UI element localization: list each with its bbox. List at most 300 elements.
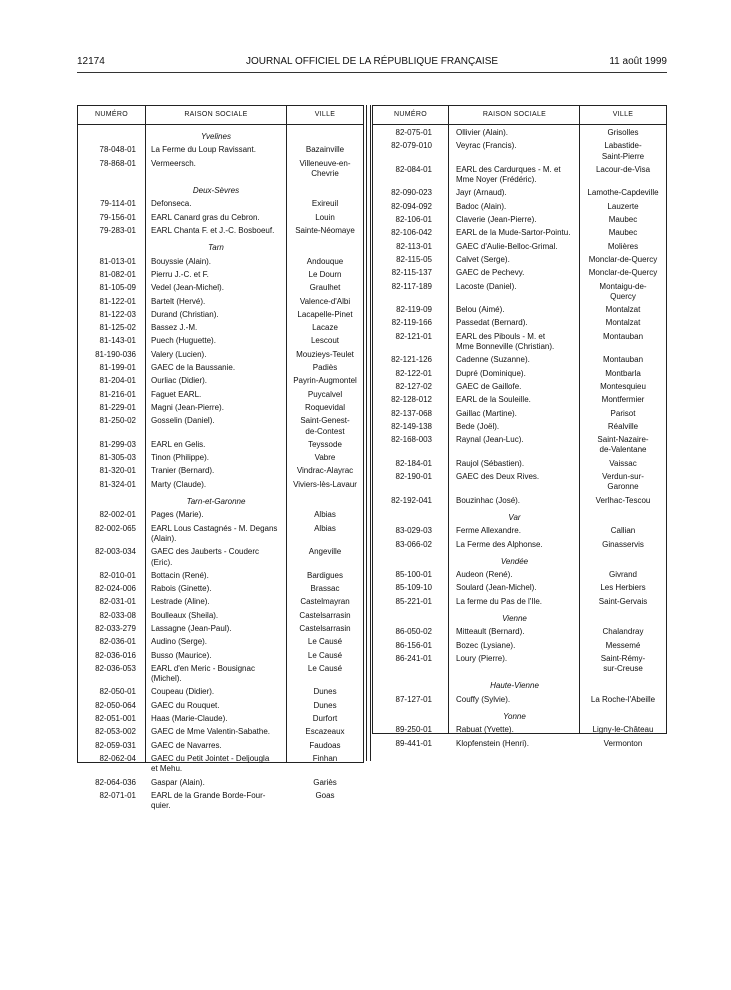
table-row xyxy=(373,268,666,278)
row-ville: Montesquieu xyxy=(600,381,646,391)
table-row xyxy=(373,695,666,705)
row-raison-sociale-cont: (Eric). xyxy=(151,557,173,567)
table-row xyxy=(78,310,363,320)
row-numero: 82-036-053 xyxy=(95,663,136,673)
row-ville: Sainte-Néomaye xyxy=(295,226,355,236)
row-raison-sociale: Gosselin (Daniel). xyxy=(151,416,215,426)
section-heading: Yvelines xyxy=(201,132,231,141)
row-ville: Ligny-le-Château xyxy=(592,725,654,735)
row-ville: Verlhac-Tescou xyxy=(595,495,651,505)
row-ville: Saint-Gervais xyxy=(598,596,648,606)
row-ville: Maubec xyxy=(608,228,638,238)
row-ville: Parisot xyxy=(610,408,636,418)
row-ville: Escazeaux xyxy=(305,727,345,737)
row-numero: 78-048-01 xyxy=(99,145,136,155)
row-numero: 81-204-01 xyxy=(99,376,136,386)
row-raison-sociale-cont: (Alain). xyxy=(151,533,177,543)
table-row xyxy=(373,305,666,315)
row-ville: Molières xyxy=(607,241,639,251)
row-raison-sociale: Tinon (Philippe). xyxy=(151,453,209,463)
table-row xyxy=(373,318,666,328)
table-row xyxy=(78,453,363,463)
row-numero: 82-106-042 xyxy=(391,228,432,238)
row-numero: 81-143-01 xyxy=(99,336,136,346)
row-ville: Castelsarrasin xyxy=(299,610,351,620)
row-numero: 87-127-01 xyxy=(395,694,432,704)
row-numero: 82-033-279 xyxy=(95,623,136,633)
row-ville: Saint-Nazaire- xyxy=(597,435,649,445)
table-row xyxy=(373,165,666,186)
row-raison-sociale: Vermeersch. xyxy=(151,158,196,168)
row-raison-sociale: Jayr (Arnaud). xyxy=(456,188,507,198)
row-raison-sociale: Klopfenstein (Henri). xyxy=(456,738,529,748)
table-row xyxy=(78,754,363,775)
row-numero: 82-002-065 xyxy=(95,523,136,533)
row-numero: 81-122-03 xyxy=(99,309,136,319)
row-raison-sociale: Claverie (Jean-Pierre). xyxy=(456,215,537,225)
row-ville-cont: Chevrie xyxy=(311,168,339,178)
left-rows xyxy=(78,128,363,814)
row-ville: Vabre xyxy=(314,453,336,463)
table-row xyxy=(78,727,363,737)
row-ville: Chalandray xyxy=(602,627,644,637)
row-raison-sociale-cont: Mme Noyer (Frédéric). xyxy=(456,175,537,185)
row-raison-sociale: GAEC de Pechevy. xyxy=(456,268,525,278)
row-numero: 82-090-023 xyxy=(391,188,432,198)
row-numero: 81-190-036 xyxy=(95,349,136,359)
row-ville: Mouzieys-Teulet xyxy=(296,349,354,359)
row-raison-sociale: EARL de la Mude-Sartor-Pointu. xyxy=(456,228,571,238)
page-header xyxy=(77,56,667,70)
row-numero: 82-122-01 xyxy=(395,368,432,378)
row-numero: 82-059-031 xyxy=(95,740,136,750)
table-row xyxy=(78,584,363,594)
row-raison-sociale: Lassagne (Jean-Paul). xyxy=(151,623,232,633)
row-numero: 82-053-002 xyxy=(95,727,136,737)
table-row xyxy=(373,282,666,303)
row-numero: 81-216-01 xyxy=(99,389,136,399)
row-ville: Villeneuve-en- xyxy=(299,158,351,168)
row-numero: 81-305-03 xyxy=(99,453,136,463)
table-row xyxy=(373,369,666,379)
row-ville: Les Herbiers xyxy=(600,583,646,593)
table-row xyxy=(78,791,363,812)
row-ville: Durfort xyxy=(312,714,338,724)
right-table xyxy=(372,105,667,748)
section-heading: Haute-Vienne xyxy=(490,681,539,691)
table-row xyxy=(78,778,363,788)
row-numero: 82-033-08 xyxy=(99,610,136,620)
row-numero: 82-079-010 xyxy=(391,141,432,151)
left-table-header xyxy=(78,106,363,125)
row-ville: Labastide- xyxy=(604,141,642,151)
table-row xyxy=(373,526,666,536)
table-row xyxy=(78,403,363,413)
row-ville: Le Causé xyxy=(307,637,343,647)
row-numero: 81-122-01 xyxy=(99,296,136,306)
row-raison-sociale: EARL Lous Castagnés - M. Degans xyxy=(151,523,278,533)
row-ville: Montauban xyxy=(602,355,644,365)
table-row xyxy=(78,466,363,476)
row-numero: 82-036-016 xyxy=(95,650,136,660)
row-raison-sociale: Bartelt (Hervé). xyxy=(151,296,206,306)
row-raison-sociale: Audeon (René). xyxy=(456,570,513,580)
row-numero: 81-299-03 xyxy=(99,439,136,449)
row-raison-sociale-cont: Mme Bonneville (Christian). xyxy=(456,342,555,352)
page-number: 12174 xyxy=(77,56,105,67)
row-ville: Dunes xyxy=(313,687,337,697)
row-ville-cont: de-Contest xyxy=(305,426,345,436)
row-raison-sociale: Vedel (Jean-Michel). xyxy=(151,283,224,293)
table-row xyxy=(78,297,363,307)
table-row xyxy=(373,641,666,651)
row-raison-sociale: Bouzinhac (José). xyxy=(456,495,521,505)
table-row xyxy=(78,597,363,607)
table-row xyxy=(78,145,363,155)
table-row xyxy=(373,459,666,469)
table-row xyxy=(373,255,666,265)
row-ville: Albias xyxy=(314,510,336,520)
row-raison-sociale: GAEC de Mme Valentin-Sabathe. xyxy=(151,727,271,737)
row-raison-sociale: Defonseca. xyxy=(151,199,192,209)
row-numero: 86-156-01 xyxy=(395,640,432,650)
table-row xyxy=(78,257,363,267)
row-raison-sociale: EARL Chanta F. et J.-C. Bosboeuf. xyxy=(151,226,275,236)
row-raison-sociale: Durand (Christian). xyxy=(151,309,219,319)
table-row xyxy=(373,395,666,405)
row-ville: Givrand xyxy=(608,570,637,580)
row-numero: 81-082-01 xyxy=(99,269,136,279)
row-ville: Vermonton xyxy=(603,738,643,748)
row-raison-sociale: EARL de la Grande Borde-Four- xyxy=(151,790,266,800)
row-raison-sociale: EARL de la Souleille. xyxy=(456,395,531,405)
table-row xyxy=(78,571,363,581)
table-row xyxy=(78,350,363,360)
row-numero: 82-119-09 xyxy=(396,305,432,315)
row-raison-sociale: Rabois (Ginette). xyxy=(151,584,212,594)
row-ville: Graulhet xyxy=(309,283,341,293)
row-raison-sociale: La Ferme du Loup Ravissant. xyxy=(151,145,256,155)
col-numero: NUMÉRO xyxy=(394,111,427,118)
row-numero: 82-113-01 xyxy=(396,241,432,251)
row-numero: 82-094-092 xyxy=(391,201,432,211)
table-row xyxy=(78,376,363,386)
row-ville: Messemé xyxy=(605,640,641,650)
row-raison-sociale: Pages (Marie). xyxy=(151,510,204,520)
row-numero: 81-229-01 xyxy=(99,402,136,412)
row-raison-sociale: Bottacin (René). xyxy=(151,570,209,580)
row-ville-cont: sur-Creuse xyxy=(603,664,643,674)
row-ville: Montfermier xyxy=(601,395,645,405)
row-ville-cont: Saint-Pierre xyxy=(601,151,645,161)
row-raison-sociale: La Ferme des Alphonse. xyxy=(456,539,543,549)
row-raison-sociale: La ferme du Pas de l'Ile. xyxy=(456,596,543,606)
row-raison-sociale: EARL des Pibouls - M. et xyxy=(456,331,546,341)
row-raison-sociale: GAEC de la Baussanie. xyxy=(151,363,236,373)
table-row xyxy=(78,701,363,711)
table-row xyxy=(78,510,363,520)
table-row xyxy=(78,226,363,236)
header-rule xyxy=(77,72,667,73)
table-row xyxy=(78,741,363,751)
section-heading: Deux-Sèvres xyxy=(192,186,240,196)
table-row xyxy=(78,390,363,400)
row-numero: 82-115-137 xyxy=(391,268,432,278)
row-ville: Castelmayran xyxy=(300,597,350,607)
row-numero: 81-199-01 xyxy=(99,363,136,373)
row-ville: Saint-Genest- xyxy=(300,416,350,426)
row-raison-sociale: GAEC de Navarres. xyxy=(151,740,222,750)
row-raison-sociale: Faguet EARL. xyxy=(151,389,202,399)
row-ville: Bazainville xyxy=(305,145,345,155)
row-raison-sociale: Ollivier (Alain). xyxy=(456,128,509,137)
table-row xyxy=(373,332,666,353)
row-numero: 82-121-126 xyxy=(391,355,432,365)
row-ville: Le Causé xyxy=(307,663,343,673)
row-raison-sociale: GAEC de Gaillofe. xyxy=(456,381,522,391)
row-numero: 82-071-01 xyxy=(99,790,136,800)
row-raison-sociale: Raujol (Sébastien). xyxy=(456,458,525,468)
table-row xyxy=(78,524,363,545)
row-raison-sociale: Cadenne (Suzanne). xyxy=(456,355,530,365)
col-raison-sociale: RAISON SOCIALE xyxy=(482,111,547,118)
row-ville: Ginasservis xyxy=(602,539,644,549)
table-row xyxy=(78,547,363,568)
row-numero: 81-105-09 xyxy=(99,283,136,293)
row-raison-sociale: Bassez J.-M. xyxy=(151,323,198,333)
row-ville: Albias xyxy=(314,523,336,533)
row-ville: Puycalvel xyxy=(307,389,343,399)
row-ville: Vindrac-Alayrac xyxy=(296,466,354,476)
table-row xyxy=(373,202,666,212)
row-raison-sociale: Soulard (Jean-Michel). xyxy=(456,583,537,593)
table-row xyxy=(373,422,666,432)
col-numero: NUMÉRO xyxy=(95,111,128,118)
row-numero: 81-013-01 xyxy=(99,256,136,266)
row-numero: 82-024-006 xyxy=(95,584,136,594)
table-row xyxy=(373,540,666,550)
right-rows xyxy=(373,128,666,752)
right-table-header xyxy=(373,106,666,125)
row-ville: Lescout xyxy=(310,336,340,346)
table-row xyxy=(78,611,363,621)
table-row xyxy=(78,440,363,450)
table-row xyxy=(78,416,363,437)
row-ville: Goas xyxy=(315,790,335,800)
row-numero: 81-250-02 xyxy=(99,416,136,426)
row-ville: Faudoas xyxy=(309,740,341,750)
row-numero: 89-250-01 xyxy=(395,725,432,735)
table-row xyxy=(78,651,363,661)
row-raison-sociale: Couffy (Sylvie). xyxy=(456,694,511,704)
row-ville: Montbarla xyxy=(605,368,641,378)
row-raison-sociale: GAEC du Rouquet. xyxy=(151,700,220,710)
section-heading: Vendée xyxy=(500,556,529,566)
table-row xyxy=(373,496,666,506)
row-numero: 79-283-01 xyxy=(99,226,136,236)
row-numero: 81-324-01 xyxy=(99,479,136,489)
row-ville: Valence-d'Albi xyxy=(299,296,351,306)
row-ville: Angeville xyxy=(308,547,342,557)
row-ville: Gariès xyxy=(313,777,337,787)
row-raison-sociale: Raynal (Jean-Luc). xyxy=(456,435,524,445)
row-ville: Verdun-sur- xyxy=(602,472,644,482)
row-numero: 82-050-064 xyxy=(95,700,136,710)
row-numero: 83-029-03 xyxy=(395,526,432,536)
row-ville-cont: Quercy xyxy=(610,291,636,301)
table-row xyxy=(78,687,363,697)
row-raison-sociale: EARL Canard gras du Cebron. xyxy=(151,212,260,222)
row-ville: Réalville xyxy=(607,421,639,431)
table-row xyxy=(373,627,666,637)
center-double-rule xyxy=(366,105,371,761)
row-raison-sociale: GAEC d'Aulie-Belloc-Grimal. xyxy=(456,241,558,251)
row-ville: Lauzerte xyxy=(607,201,639,211)
table-row xyxy=(373,409,666,419)
row-ville-cont: Garonne xyxy=(607,482,639,492)
row-ville: La Roche-l'Abeille xyxy=(590,694,656,704)
row-numero: 82-075-01 xyxy=(395,128,432,137)
row-ville: Le Dourn xyxy=(308,269,342,279)
row-numero: 81-125-02 xyxy=(99,323,136,333)
row-raison-sociale: Ourliac (Didier). xyxy=(151,376,208,386)
row-ville: Finhan xyxy=(312,753,338,763)
row-numero: 82-050-01 xyxy=(99,687,136,697)
row-numero: 82-062-04 xyxy=(99,753,136,763)
row-numero: 82-128-012 xyxy=(391,395,432,405)
table-row xyxy=(78,270,363,280)
row-raison-sociale-cont: (Michel). xyxy=(151,674,182,684)
row-ville: Lamothe-Capdeville xyxy=(587,188,659,198)
table-row xyxy=(373,215,666,225)
row-raison-sociale: EARL des Cardurques - M. et xyxy=(456,164,561,174)
row-raison-sociale: Veyrac (Francis). xyxy=(456,141,517,151)
row-ville: Bardigues xyxy=(306,570,344,580)
row-numero: 86-050-02 xyxy=(395,627,432,637)
row-raison-sociale: Badoc (Alain). xyxy=(456,201,507,211)
row-ville: Monclar-de-Quercy xyxy=(588,254,658,264)
row-numero: 85-109-10 xyxy=(395,583,432,593)
row-numero: 82-084-01 xyxy=(395,164,432,174)
table-row xyxy=(78,480,363,490)
row-numero: 82-010-01 xyxy=(99,570,136,580)
row-numero: 82-184-01 xyxy=(395,458,432,468)
section-heading: Yonne xyxy=(503,712,526,722)
row-numero: 82-064-036 xyxy=(95,777,136,787)
row-numero: 85-221-01 xyxy=(395,596,432,606)
col-ville: VILLE xyxy=(314,111,336,118)
row-numero: 82-168-003 xyxy=(391,435,432,445)
row-numero: 78-868-01 xyxy=(99,158,136,168)
row-raison-sociale: Marty (Claude). xyxy=(151,479,207,489)
row-ville: Dunes xyxy=(313,700,337,710)
row-raison-sociale: Tranier (Bernard). xyxy=(151,466,215,476)
row-ville: Payrin-Augmontel xyxy=(293,376,357,386)
col-raison-sociale: RAISON SOCIALE xyxy=(184,111,248,118)
row-numero: 82-003-034 xyxy=(95,547,136,557)
row-ville: Montalzat xyxy=(605,318,641,328)
row-ville: Le Causé xyxy=(307,650,343,660)
table-row xyxy=(373,228,666,238)
row-ville: Vaissac xyxy=(609,458,637,468)
row-numero: 82-192-041 xyxy=(391,495,432,505)
table-row xyxy=(373,472,666,493)
row-numero: 89-441-01 xyxy=(395,738,432,748)
row-numero: 82-190-01 xyxy=(395,472,432,482)
row-raison-sociale: Bouyssie (Alain). xyxy=(151,256,212,266)
row-raison-sociale: GAEC des Jauberts - Couderc xyxy=(151,547,260,557)
row-numero: 85-100-01 xyxy=(395,570,432,580)
section-heading: Tarn xyxy=(208,243,224,253)
section-heading: Tarn-et-Garonne xyxy=(186,497,246,507)
table-row xyxy=(373,355,666,365)
row-raison-sociale: Coupeau (Didier). xyxy=(151,687,215,697)
table-row xyxy=(78,159,363,180)
row-numero: 81-320-01 xyxy=(99,466,136,476)
table-row xyxy=(78,199,363,209)
row-raison-sociale: GAEC du Petit Jointet - Deljougla xyxy=(151,753,270,763)
table-row xyxy=(373,188,666,198)
row-ville-cont: de-Valentane xyxy=(599,445,647,455)
row-ville: Maubec xyxy=(608,215,638,225)
row-raison-sociale: Belou (Aimé). xyxy=(456,305,505,315)
row-ville: Louin xyxy=(315,212,335,222)
table-row xyxy=(373,597,666,607)
row-raison-sociale-cont: quier. xyxy=(151,801,171,811)
row-ville: Exireuil xyxy=(311,199,339,209)
col-ville: VILLE xyxy=(612,111,634,118)
row-raison-sociale: Valery (Lucien). xyxy=(151,349,207,359)
row-raison-sociale: Loury (Pierre). xyxy=(456,653,508,663)
row-numero: 82-121-01 xyxy=(395,331,432,341)
section-heading: Vienne xyxy=(502,613,527,623)
row-ville: Padiès xyxy=(312,363,338,373)
table-row xyxy=(78,637,363,647)
row-ville: Lacapelle-Pinet xyxy=(297,309,353,319)
table-row xyxy=(373,141,666,162)
row-numero: 82-031-01 xyxy=(99,597,136,607)
row-ville: Saint-Rémy- xyxy=(600,653,646,663)
row-raison-sociale: Haas (Marie-Claude). xyxy=(151,714,228,724)
table-row xyxy=(78,213,363,223)
row-ville: Lacaze xyxy=(312,323,338,333)
table-row xyxy=(373,583,666,593)
row-raison-sociale: EARL en Gelis. xyxy=(151,439,206,449)
row-ville: Lacour-de-Visa xyxy=(595,164,651,174)
row-ville: Roquevidal xyxy=(304,402,346,412)
row-numero: 82-127-02 xyxy=(395,381,432,391)
table-row xyxy=(373,739,666,749)
table-row xyxy=(78,283,363,293)
row-numero: 86-241-01 xyxy=(395,653,432,663)
row-numero: 79-114-01 xyxy=(100,199,136,209)
table-row xyxy=(373,570,666,580)
row-raison-sociale: Pierru J.-C. et F. xyxy=(151,269,209,279)
section-heading: Var xyxy=(508,512,521,522)
table-row xyxy=(373,382,666,392)
table-row xyxy=(373,654,666,675)
row-ville: Montaigu-de- xyxy=(599,281,647,291)
row-numero: 82-137-068 xyxy=(391,408,432,418)
row-raison-sociale: Magni (Jean-Pierre). xyxy=(151,402,224,412)
row-ville: Andouque xyxy=(306,256,344,266)
row-raison-sociale: Bozec (Lysiane). xyxy=(456,640,516,650)
table-row xyxy=(78,323,363,333)
row-raison-sociale: Boulleaux (Sheila). xyxy=(151,610,219,620)
row-numero: 82-036-01 xyxy=(99,637,136,647)
row-ville: Teyssode xyxy=(308,439,342,449)
row-ville: Viviers-lès-Lavaur xyxy=(293,479,357,489)
